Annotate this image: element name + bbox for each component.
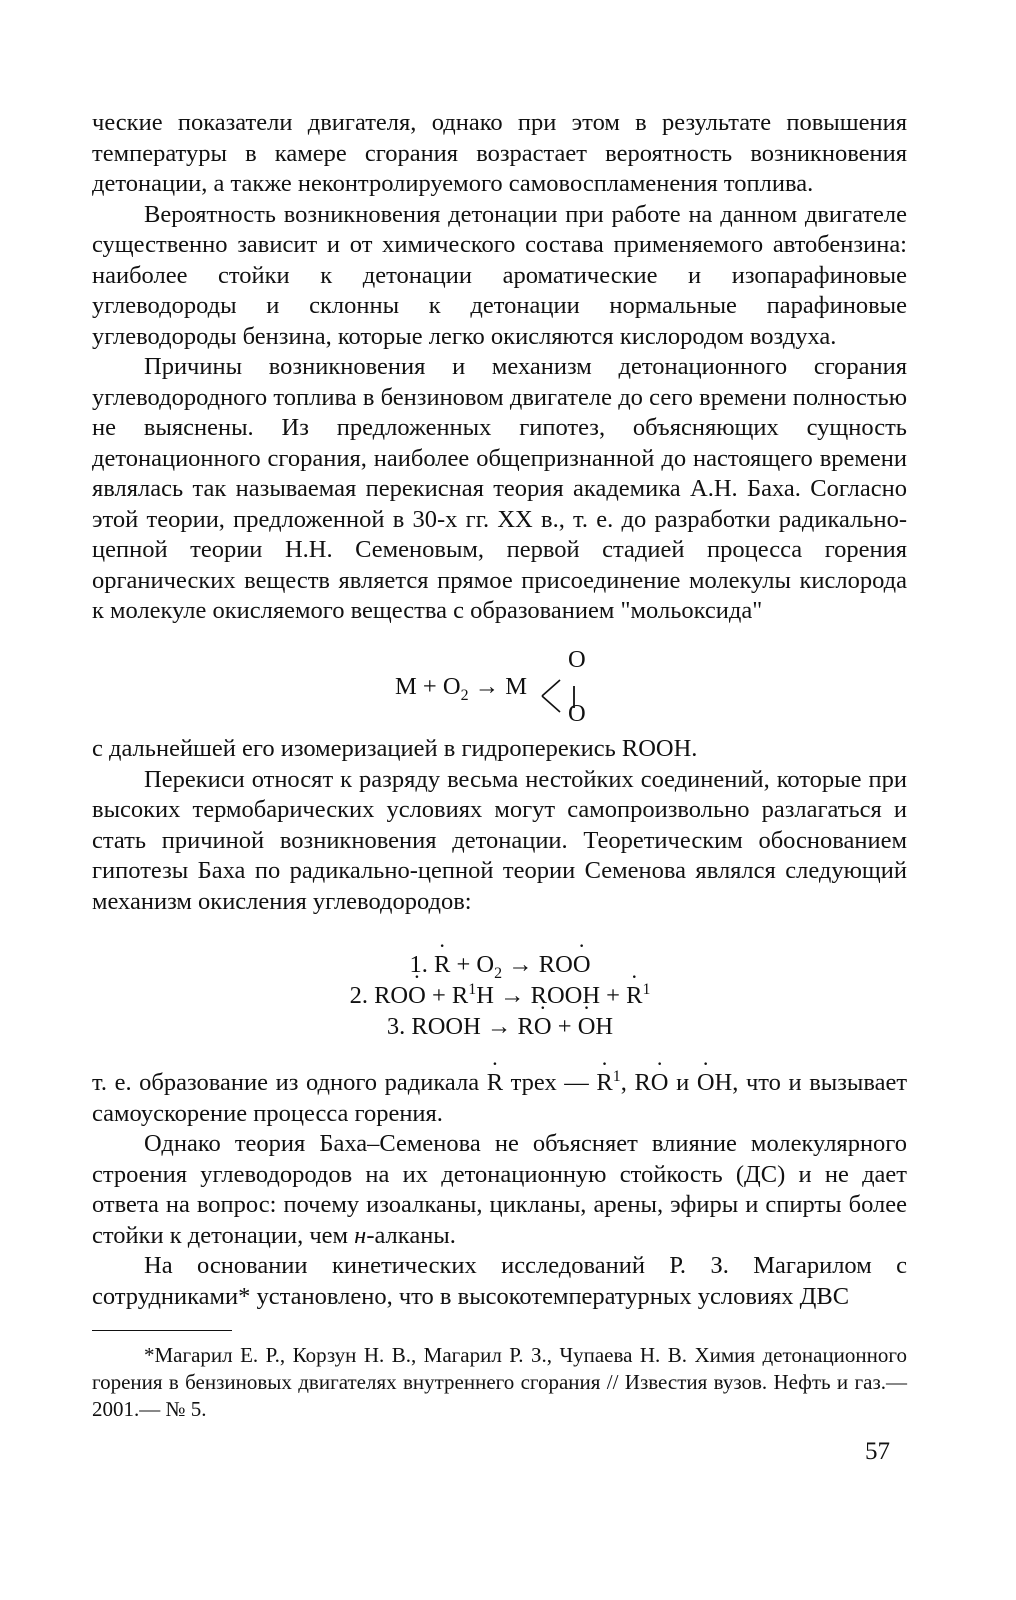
reaction-3: 3. ROOH → R· O + · OH: [240, 1012, 760, 1043]
moloxide-bottom-oxygen: O: [568, 700, 586, 727]
body-text-bottom: [92, 1068, 907, 1312]
paragraph-8: На основании кинетических исследований Р. З. Магарилом с сотрудниками* установлено, что в высокотемпературных условиях ДВС: [92, 1252, 907, 1310]
footnote: [92, 1342, 907, 1423]
paragraph-2: Вероятность возникновения детонации при работе на данном двигателе существенно зависит и от химического состава применяемого автобензина: наиболее стойки к детонации ароматические и изопарафиновые углеводороды и склонны к детонации нормальные парафиновые углеводороды бензина, которые легко окисляются кислородом воздуха.: [92, 200, 907, 350]
moloxide-top-oxygen: O: [568, 646, 586, 673]
body-text-top: [92, 108, 907, 627]
paragraph-6: т. е. образование из одного радикала · R трех — · $R^1$, R· O и · OH, что и вызывает самоускорение процесса горения.: [92, 1068, 907, 1129]
reaction-2: 2. $RO\cdot O + R^1H$ → ROOH + · $R^1$: [240, 981, 760, 1012]
paragraph-4: с дальнейшей его изомеризацией в гидроперекись ROOH.: [92, 735, 698, 762]
footnote-divider: [92, 1330, 232, 1331]
footnote-text: *Магарил Е. Р., Корзун Н. В., Магарил Р. З., Чупаева Н. В. Химия детонационного горения в бензиновых двигателях внутреннего сгорания // Известия вузов. Нефть и газ.— 2001.— № 5.: [92, 1343, 907, 1421]
paragraph-3: Причины возникновения и механизм детонационного сгорания углеводородного топлива в бензиновом двигателе до сего времени полностью не выяснены. Из предложенных гипотез, объясняющих сущность детонационного сгорания, наиболее общепризнанной до настоящего времени являлась так называемая перекисная теория академика А.Н. Баха. Согласно этой теории, предложенной в 30-х гг. XX в., т. е. до разработки радикально-цепной теории Н.Н. Семеновым, первой стадией процесса горения органических веществ является прямое присоединение молекулы кислорода к молекуле окисляемого вещества с образованием "мольоксида": [92, 353, 907, 624]
reaction-1: 1. · $R + O_2 \to RO\cdot O$: [240, 950, 760, 981]
body-text-middle: [92, 734, 907, 917]
moloxide-equation: $M + O_2 \to M$: [395, 673, 528, 704]
page-number: 57: [865, 1438, 890, 1465]
paragraph-5: Перекиси относят к разряду весьма нестойких соединений, которые при высоких термобарических условиях могут самопроизвольно разлагаться и стать причиной возникновения детонации. Теоретическим обоснованием гипотезы Баха по радикально-цепной теории Семенова являлся следующий механизм окисления углеводородов:: [92, 765, 907, 915]
paragraph-7: Однако теория Баха–Семенова не объясняет влияние молекулярного строения углеводородов на их детонационную стойкость (ДС) и не дает ответа на вопрос: почему изоалканы, цикланы, арены, эфиры и спирты более стойки к детонации, чем н-алканы.: [92, 1130, 907, 1249]
moloxide-formula: [395, 646, 615, 726]
paragraph-1: ческие показатели двигателя, однако при этом в результате повышения температуры в камере сгорания возрастает вероятность возникновения детонации, а также неконтролируемого самовоспламенения топлива.: [92, 109, 907, 197]
